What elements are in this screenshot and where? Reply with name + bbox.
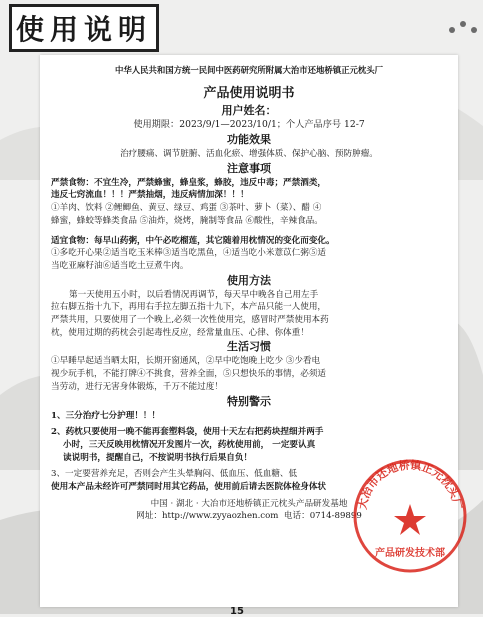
svg-text:大冶市还地桥镇正元枕头厂: 大冶市还地桥镇正元枕头厂 xyxy=(355,458,465,511)
page-number: 15 xyxy=(230,606,244,617)
habits-line: ①早睡早起适当晒太阳，长期开窗通风，②早中吃饱晚上吃少 ③少看电 xyxy=(51,356,321,367)
sheet-header: 中华人民共和国方统一民间中医药研究所附属大治市还地桥镇正元枕头厂 xyxy=(115,65,383,75)
habits-line: 视少玩手机，不能打牌④不挑食，营养全面，⑤只想快乐的事情，必须适 xyxy=(51,369,327,380)
notice-line: 蜂蜜，蜂蛟等蜂类食品 ⑤油炸，烧烤，腌制等食品 ⑥酸性，辛辣食品。 xyxy=(51,215,323,226)
footer-web-label: 网址： xyxy=(136,511,162,522)
section-heading-warning: 特别警示 xyxy=(227,394,271,408)
suitable-food-line: 当吃亚麻籽油⑥适当吃土豆煮牛肉。 xyxy=(51,260,189,271)
notice-line: ①羊肉、饮料 ②鲤鲫鱼、黄豆、绿豆、鸡蛋 ③茶叶、萝卜（菜）、醋 ④ xyxy=(51,203,322,214)
suitable-food-line: 适宜食物：每早山药粥，中午必吃榴莲，其它随着用枕情况的变化而变化。 xyxy=(51,235,335,246)
usage-line: 枕，使用过期的药枕会引起毒性反应，经常量血压、心律、你体重！ xyxy=(51,327,309,338)
warning-item-2: 小时，三天反映用枕情况开发图片一次，药枕使用前， 一定要认真 xyxy=(63,439,316,450)
usage-line: 严禁共用，只要使用了一个晚上,必须一次性使用完，感冒时严禁使用本药 xyxy=(51,315,329,326)
usage-period-line: 使用期限：2023/9/1—2023/10/1；个人产品序号 12-7 xyxy=(133,119,365,130)
section-heading-usage: 使用方法 xyxy=(227,273,271,287)
usage-line: 第一天使用五小时，以后看情况再调节，每天早中晚各自己用左手 xyxy=(69,289,319,300)
section-heading-notice: 注意事项 xyxy=(227,161,271,175)
red-seal-stamp xyxy=(350,456,470,576)
user-name-label: 用户姓名： xyxy=(221,104,277,117)
footer-phone: 0714-89899 xyxy=(309,511,362,522)
notice-line: 违反七窍流血！！！严禁抽烟，违反病情加深！！！ xyxy=(51,190,249,201)
effect-line: 治疗腰痛、调节脏腑、活血化瘀、增强体质、保护心脑、预防肿瘤。 xyxy=(120,149,378,159)
usage-line: 拉右脚五指十九下，再用右手拉左脚五指十九下，本产品只能一人使用， xyxy=(51,302,327,313)
warning-item-3: 3、一定要营养充足，否则会产生头晕胸闷、低血压、低血糖、低 xyxy=(51,469,298,480)
section-heading-effect: 功能效果 xyxy=(227,133,271,146)
section-heading-habits: 生活习惯 xyxy=(227,340,271,354)
footer-web-link[interactable]: http://www.zyyaozhen.com xyxy=(161,511,279,522)
page-title: 使用说明 xyxy=(9,4,159,52)
svg-text:产品研发技术部: 产品研发技术部 xyxy=(375,548,445,559)
warning-item-2: 2、药枕只要使用一晚不能再套塑料袋，使用十天左右把药块捏细并两手 xyxy=(51,427,324,438)
document-title: 产品使用说明书 xyxy=(203,86,295,101)
notice-line: 严禁食物：不宜生冷，严禁蜂蜜，蜂皇浆，蜂胶，违反中毒；严禁酒类， xyxy=(51,177,327,188)
footer-phone-label: 电话： xyxy=(283,511,310,522)
footer-address: 中国 · 湖北 · 大冶市还地桥镇正元枕头产品研发基地 xyxy=(150,498,348,509)
habits-line: 当劳动，进行无害身体锻炼，千万不能过度！ xyxy=(51,381,223,392)
final-warning: 使用本产品未经许可严禁同时用其它药品，使用前后请去医院体检身体状 xyxy=(51,482,327,493)
warning-item-2: 读说明书，提醒自己，不按说明书执行后果自负！ xyxy=(63,452,253,463)
suitable-food-line: ①多吃开心果②适当吃玉米棒③适当吃黑鱼，④适当吃小米薏苡仁粥⑤适 xyxy=(51,248,327,259)
warning-item-1: 1、三分治疗七分护理！！！ xyxy=(51,410,161,421)
